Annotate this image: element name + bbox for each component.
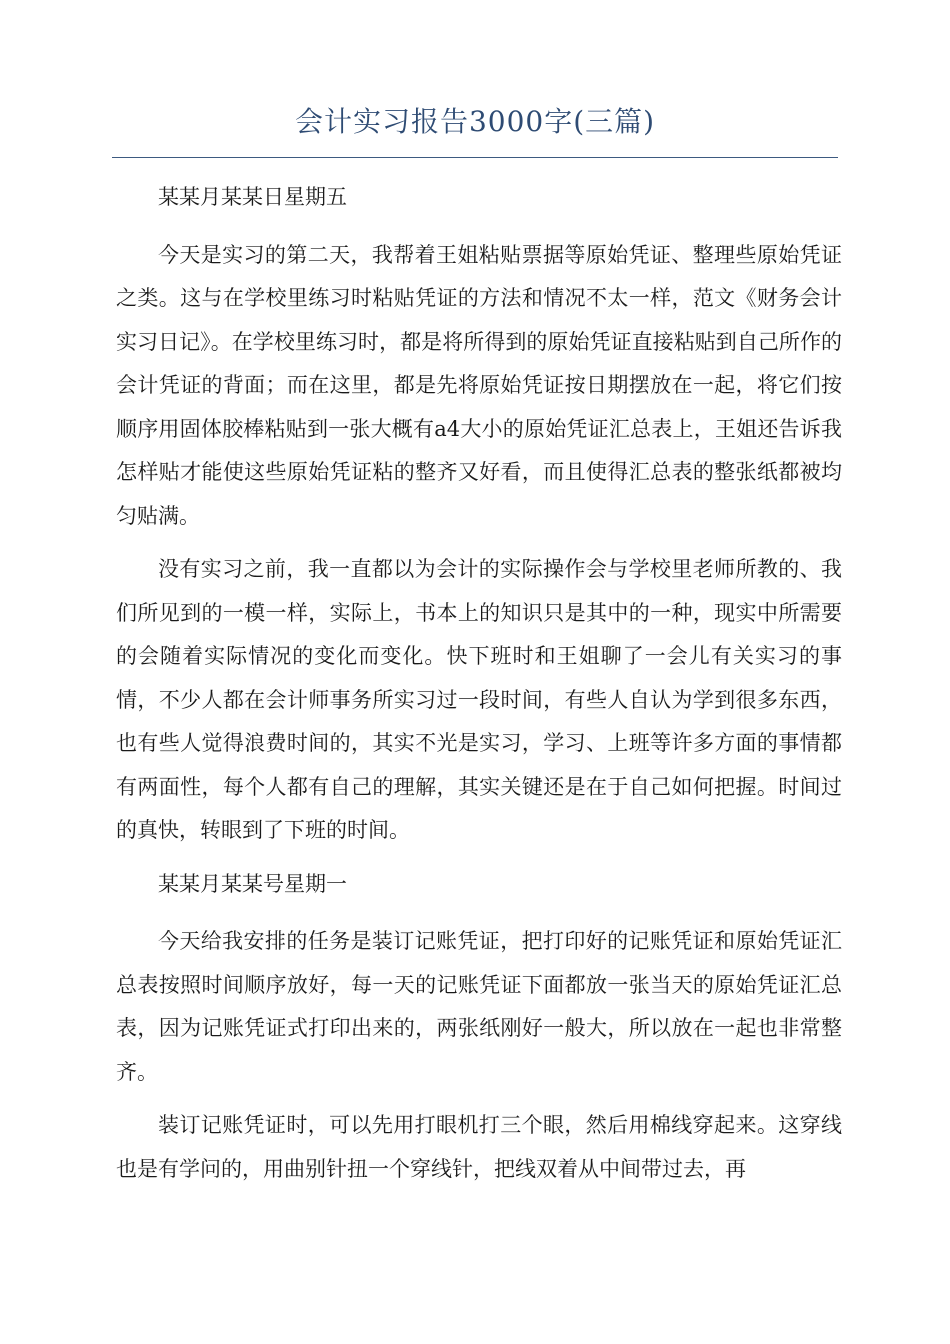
body-paragraph: 今天给我安排的任务是装订记账凭证，把打印好的记账凭证和原始凭证汇总表按照时间顺序放好，每一天的记账凭证下面都放一张当天的原始凭证汇总表，因为记账凭证式打印出来的，两张纸刚好一般大，所以放在一起也非常整齐。 <box>116 929 842 1084</box>
document-title: 会计实习报告3000字(三篇) <box>294 105 656 138</box>
date-heading: 某某月某某号星期一 <box>158 871 347 896</box>
body-paragraph: 没有实习之前，我一直都以为会计的实际操作会与学校里老师所教的、我们所见到的一模一样，实际上，书本上的知识只是其中的一种，现实中所需要的会随着实际情况的变化而变化。快下班时和王姐聊了一会儿有关实习的事情，不少人都在会计师事务所实习过一段时间，有些人自认为学到很多东西，也有些人觉得浪费时间的，其实不光是实习，学习、上班等许多方面的事情都有两面性，每个人都有自己的理解，其实关键还是在于自己如何把握。时间过的真快，转眼到了下班的时间。 <box>116 557 842 842</box>
title-divider <box>112 157 838 158</box>
date-heading: 某某月某某日星期五 <box>158 185 347 209</box>
body-paragraph: 今天是实习的第二天，我帮着王姐粘贴票据等原始凭证、整理些原始凭证之类。这与在学校里练习时粘贴凭证的方法和情况不太一样，范文《财务会计实习日记》。在学校里练习时，都是将所得到的原始凭证直接粘贴到自己所作的会计凭证的背面；而在这里，都是先将原始凭证按日期摆放在一起，将它们按顺序用固体胶棒粘贴到一张大概有a4大小的原始凭证汇总表上，王姐还告诉我怎样贴才能使这些原始凭证粘的整齐又好看，而且使得汇总表的整张纸都被均匀贴满。 <box>116 242 842 528</box>
body-paragraph: 装订记账凭证时，可以先用打眼机打三个眼，然后用棉线穿起来。这穿线也是有学问的，用曲别针扭一个穿线针，把线双着从中间带过去，再 <box>116 1113 842 1181</box>
document-body <box>116 176 842 1201</box>
